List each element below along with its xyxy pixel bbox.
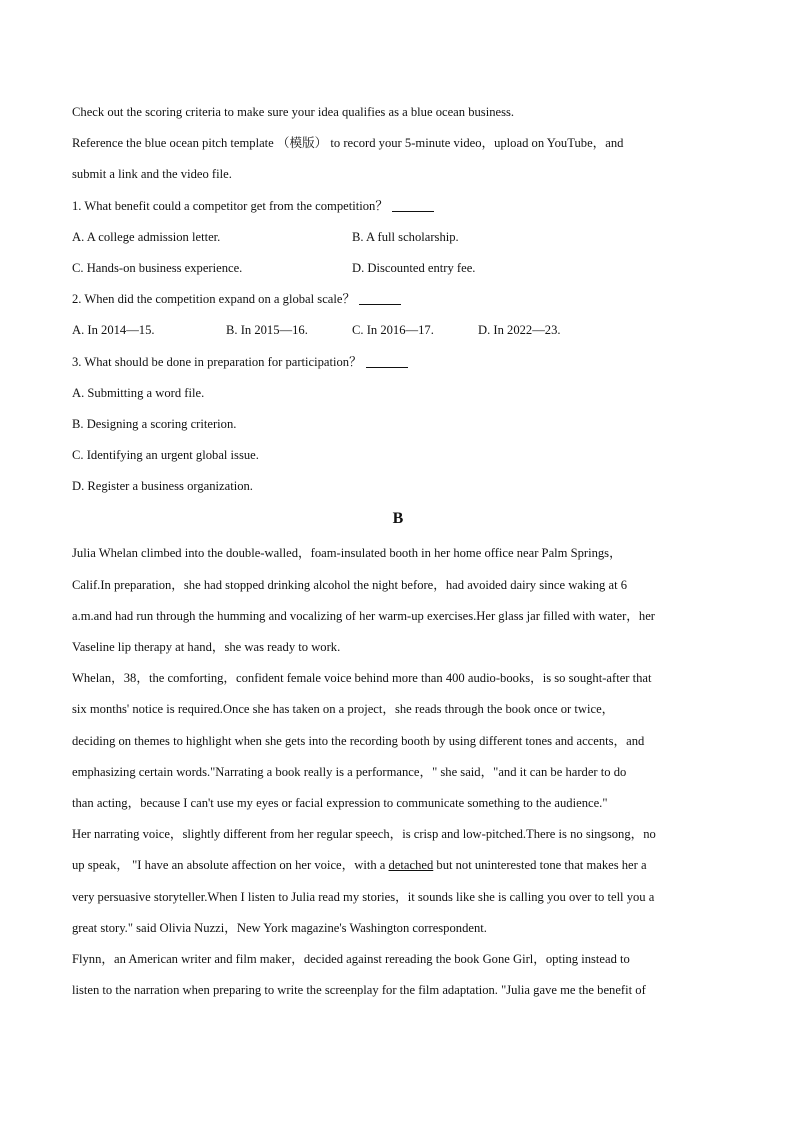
q1-option-b[interactable]: B. A full scholarship.	[352, 229, 459, 244]
answer-blank-2[interactable]	[359, 292, 401, 305]
passage-line-11-pre: up speak， "I have an absolute affection on her voice，with a	[72, 858, 389, 873]
q3-option-a[interactable]: A. Submitting a word file.	[72, 385, 205, 400]
passage-line-14: Flynn，an American writer and film maker，decided against rereading the book Gone Girl，opting instead to	[72, 951, 630, 966]
passage-line-5: Whelan，38，the comforting，confident female voice behind more than 400 audio-books，is so sought-after that	[72, 671, 652, 686]
q2-option-d[interactable]: D. In 2022—23.	[478, 323, 561, 338]
passage-line-11	[72, 856, 724, 887]
passage-line-10: Her narrating voice，slightly different from her regular speech，is crisp and low-pitched.There is no singsong，no	[72, 827, 656, 842]
q3-option-b[interactable]: B. Designing a scoring criterion.	[72, 416, 237, 431]
passage-line-1: Julia Whelan climbed into the double-walled，foam-insulated booth in her home office near Palm Springs，	[72, 546, 622, 561]
passage-line-4: Vaseline lip therapy at hand，she was ready to work.	[72, 640, 341, 654]
q2-option-c[interactable]: C. In 2016—17.	[352, 323, 434, 338]
question-1	[72, 197, 724, 228]
passage-line-3: a.m.and had run through the humming and vocalizing of her warm-up exercises.Her glass jar filled with water，her	[72, 608, 655, 623]
question-1-options-cd	[72, 259, 724, 290]
q2-option-b[interactable]: B. In 2015—16.	[226, 323, 308, 338]
passage-line-12: very persuasive storyteller.When I listen to Julia read my stories，it sounds like she is calling you over to tell you a	[72, 889, 655, 904]
q3-option-c[interactable]: C. Identifying an urgent global issue.	[72, 448, 259, 463]
q3-option-d[interactable]: D. Register a business organization.	[72, 479, 253, 494]
question-2-stem: 2. When did the competition expand on a global scale？	[72, 292, 356, 307]
question-3-stem: 3. What should be done in preparation for participation？	[72, 354, 362, 369]
underlined-word-detached: detached	[388, 858, 434, 873]
question-1-stem: 1. What benefit could a competitor get from the competition？	[72, 198, 388, 213]
question-2-options	[72, 321, 724, 352]
passage-line-6: six months' notice is required.Once she has taken on a project，she reads through the book once or twice，	[72, 702, 615, 717]
passage-line-9: than acting，because I can't use my eyes or facial expression to communicate something to the audience."	[72, 795, 608, 810]
answer-blank-1[interactable]	[392, 199, 434, 212]
intro-line-2: Reference the blue ocean pitch template （模版） to record your 5-minute video，upload on YouTube，and	[72, 136, 624, 151]
q1-option-a[interactable]: A. A college admission letter.	[72, 229, 221, 244]
passage-line-15: listen to the narration when preparing to write the screenplay for the film adaptation. "Julia gave me the benefit of	[72, 983, 646, 998]
passage-line-7: deciding on themes to highlight when she gets into the recording booth by using different tones and accents，and	[72, 733, 645, 748]
passage-line-2: Calif.In preparation，she had stopped drinking alcohol the night before，had avoided dairy since waking at 6	[72, 577, 628, 592]
intro-line-1: Check out the scoring criteria to make sure your idea qualifies as a blue ocean business.	[72, 105, 515, 119]
section-b-heading: B	[392, 510, 404, 528]
passage-line-11-post: but not uninterested tone that makes her a	[433, 858, 647, 873]
intro-line-3: submit a link and the video file.	[72, 167, 232, 182]
question-3	[72, 353, 724, 384]
document-page	[72, 103, 724, 1012]
answer-blank-3[interactable]	[366, 355, 408, 368]
q1-option-c[interactable]: C. Hands-on business experience.	[72, 260, 243, 275]
question-1-options-ab	[72, 228, 724, 259]
passage-line-13: great story." said Olivia Nuzzi，New York magazine's Washington correspondent.	[72, 920, 487, 935]
q1-option-d[interactable]: D. Discounted entry fee.	[352, 260, 476, 275]
passage-line-8: emphasizing certain words."Narrating a book really is a performance，" she said，"and it can be harder to do	[72, 764, 627, 779]
question-2	[72, 290, 724, 321]
q2-option-a[interactable]: A. In 2014—15.	[72, 323, 155, 338]
